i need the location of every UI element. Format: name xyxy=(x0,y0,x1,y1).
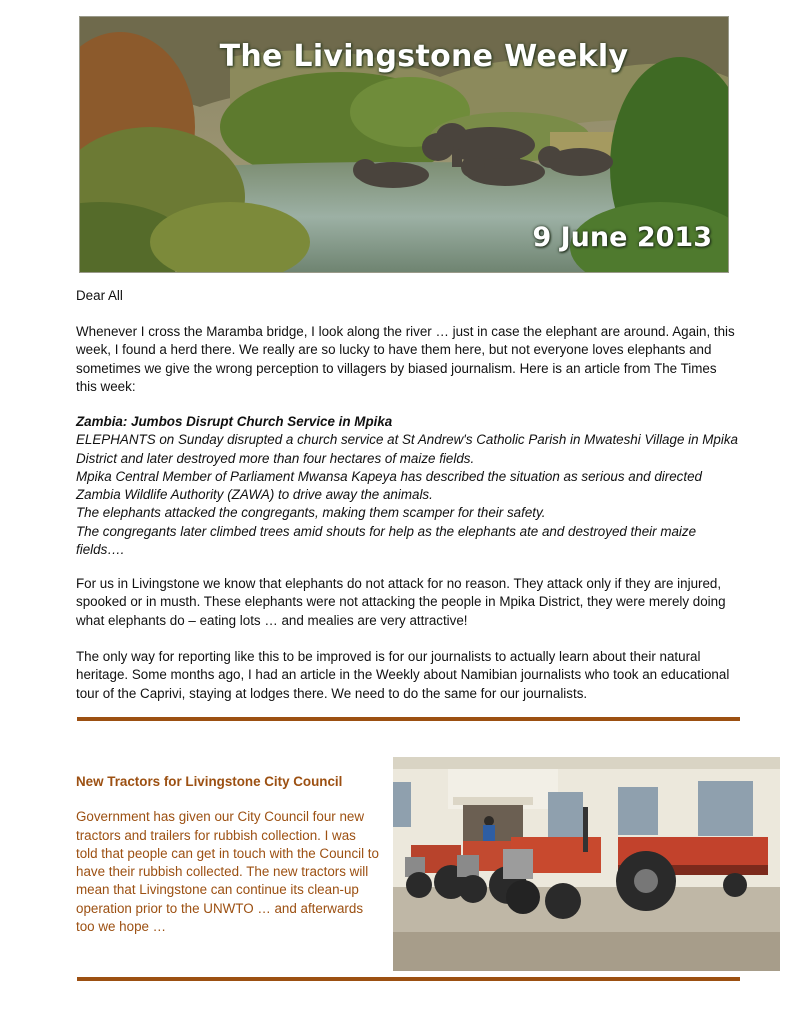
tractors-image xyxy=(393,757,780,971)
article-line: ELEPHANTS on Sunday disrupted a church service at St Andrew's Catholic Parish in Mwateshi Village in Mpika District and later destroyed more than four hectares of maize fields. xyxy=(76,432,738,466)
article-line: The elephants attacked the congregants, making them scamper for their safety. xyxy=(76,505,546,521)
livingstone-paragraph: For us in Livingstone we know that elephants do not attack for no reason. They attack only if they are injured, spooked or in musth. These elephants were not attacking the people in Mpika District, they were merely doing what elephants do – eating lots … and mealies are very attractive! xyxy=(76,576,726,628)
intro-paragraph: Whenever I cross the Maramba bridge, I look along the river … just in case the elephant are around. Again, this week, I found a herd there. We really are so lucky to have them here, but not everyone loves elephants and sometimes we give the wrong perception to villagers by biased journalism. Here is an article from The Times this week: xyxy=(76,324,735,394)
tractors-photo xyxy=(393,757,780,971)
section-divider xyxy=(77,717,740,721)
article-line: The congregants later climbed trees amid shouts for help as the elephants ate and destroyed their maize fields…. xyxy=(76,523,697,558)
tractors-heading: New Tractors for Livingstone City Council xyxy=(76,774,343,789)
tractors-body: Government has given our City Council four new tractors and trailers for rubbish collection. I was told that people can get in touch with the Council to have their rubbish collected. The new tractors will mean that Livingstone can continue its clean-up operation prior to the UNWTO … and afterwards too we hope … xyxy=(76,809,379,935)
tractors-section xyxy=(76,773,381,936)
quoted-article xyxy=(76,413,740,559)
issue-date: 9 June 2013 xyxy=(532,222,712,253)
section-divider-bottom xyxy=(77,977,740,981)
newsletter-title: The Livingstone Weekly xyxy=(219,39,629,74)
closing-paragraph: The only way for reporting like this to be improved is for our journalists to actually learn about their natural heritage. Some months ago, I had an article in the Weekly about Namibian journalists who took an educational tour of the Caprivi, staying at lodges there. We need to do the same for our journalists. xyxy=(76,649,730,701)
masthead-banner xyxy=(79,16,729,273)
article-line: Mpika Central Member of Parliament Mwansa Kapeya has described the situation as serious and directed Zambia Wildlife Authority (ZAWA) to drive away the animals. xyxy=(76,468,702,503)
article-headline: Zambia: Jumbos Disrupt Church Service in Mpika xyxy=(76,414,393,429)
greeting: Dear All xyxy=(76,288,123,303)
